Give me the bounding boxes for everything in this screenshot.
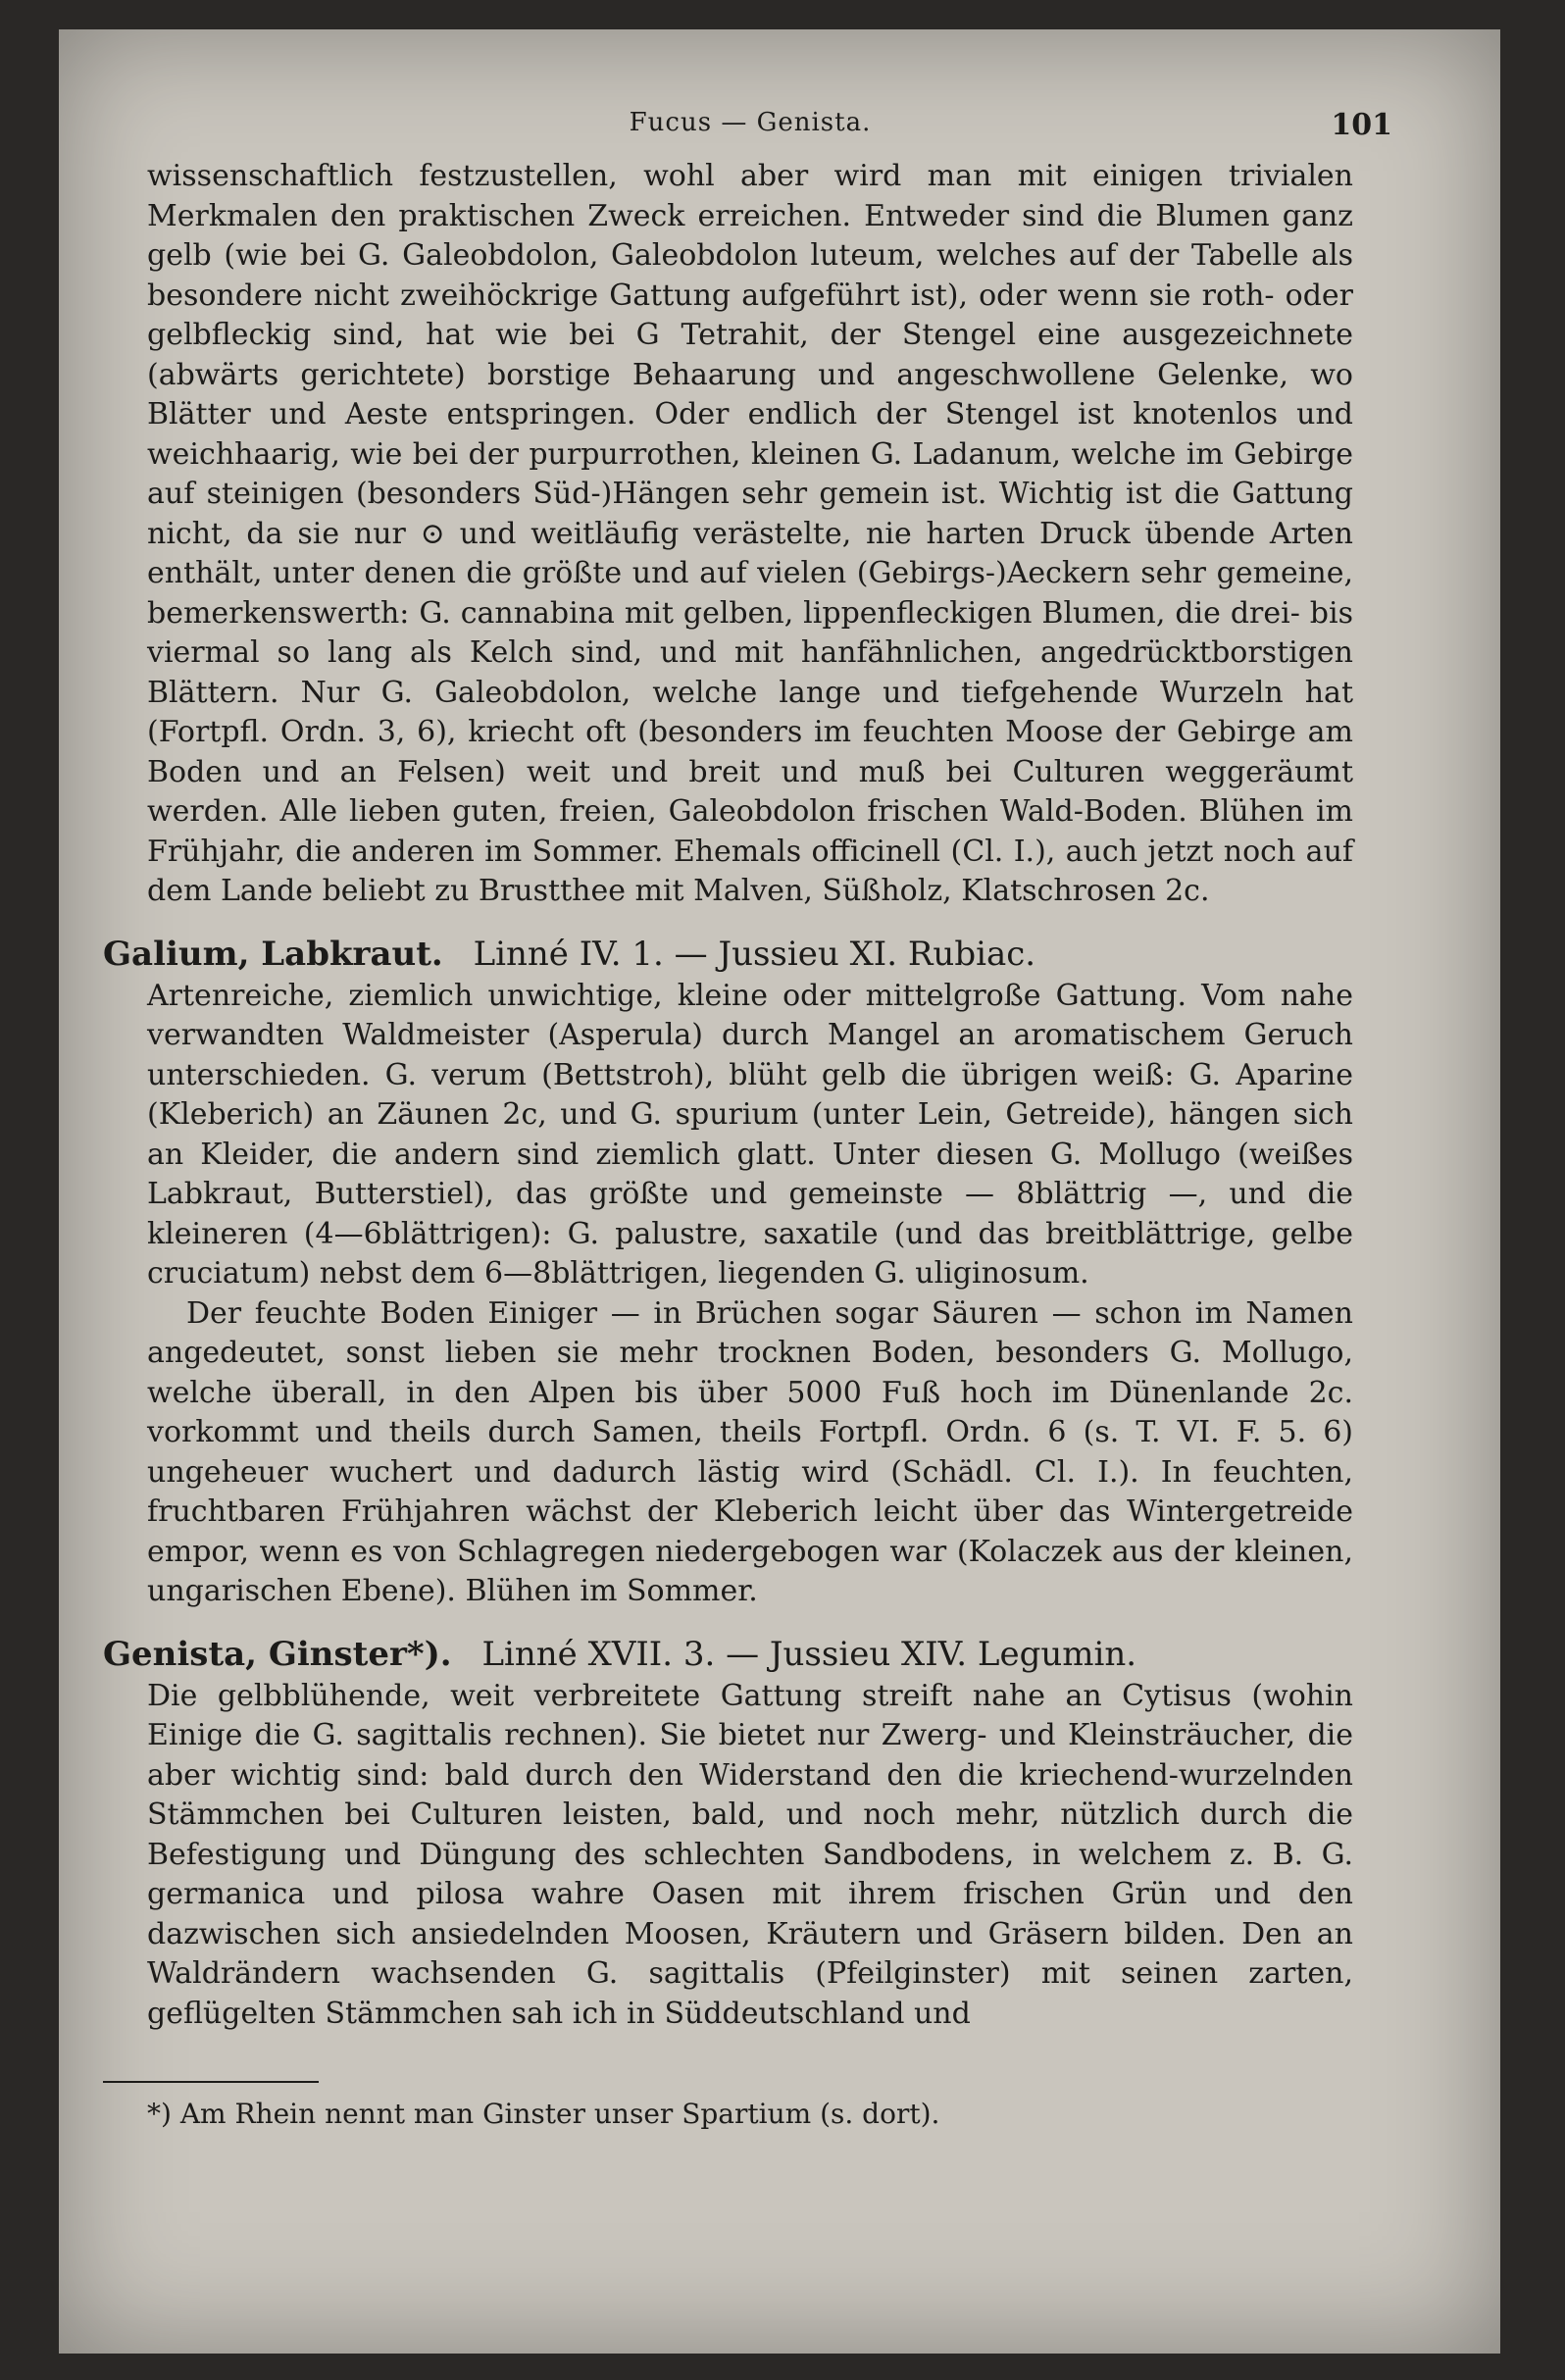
footnote-divider — [103, 2081, 319, 2083]
galium-entry-heading — [103, 934, 1353, 975]
book-page — [59, 29, 1500, 2354]
galium-paragraph-description: Artenreiche, ziemlich unwichtige, kleine oder mittelgroße Gattung. Vom nahe verwandten Waldmeister (Asperula) durch Mangel an aromatischem Geruch unterschieden. G. verum (Bettstroh), blüht gelb die übrigen weiß: G. Aparine (Kleberich) an Zäunen 2c, und G. spurium (unter Lein, Getreide), hängen sich an Kleider, die andern sind ziemlich glatt. Unter diesen G. Mollugo (weißes Labkraut, Butterstiel), das größte und gemeinste — 8blättrig —, und die kleineren (4—6blättrigen): G. palustre, saxatile (und das breitblättrige, gelbe cruciatum) nebst dem 6—8blättrigen, liegenden G. uliginosum. — [147, 978, 1353, 1291]
page-header — [147, 98, 1392, 157]
galium-paragraph-habitat: Der feuchte Boden Einiger — in Brüchen sogar Säuren — schon im Namen angedeutet, sonst lieben sie mehr trocknen Boden, besonders G. Mollugo, welche überall, in den Alpen bis über 5000 Fuß hoch im Dünenlande 2c. vorkommt und theils durch Samen, theils Fortpfl. Ordn. 6 (s. T. VI. F. 5. 6) ungeheuer wuchert und dadurch lästig wird (Schädl. Cl. I.). In feuchten, fruchtbaren Frühjahren wächst der Kleberich leicht über das Wintergetreide empor, wenn es von Schlagregen niedergebogen war (Kolaczek aus der kleinen, ungarischen Ebene). Blühen im Sommer. — [147, 1295, 1353, 1608]
page-number: 101 — [1331, 108, 1392, 142]
galium-entry-classification: Linné IV. 1. — Jussieu XI. Rubiac. — [473, 934, 1036, 974]
genista-entry-classification: Linné XVII. 3. — Jussieu XIV. Legumin. — [481, 1634, 1137, 1674]
galeobdolon-continuation-paragraph: wissenschaftlich festzustellen, wohl aber wird man mit einigen trivialen Merkmalen den praktischen Zweck erreichen. Entweder sind die Blumen ganz gelb (wie bei G. Galeobdolon, Galeobdolon luteum, welches auf der Tabelle als besondere nicht zweihöckrige Gattung aufgeführt ist), oder wenn sie roth- oder gelbfleckig sind, hat wie bei G Tetrahit, der Stengel eine ausgezeichnete (abwärts gerichtete) borstige Behaarung und angeschwollene Gelenke, wo Blätter und Aeste entspringen. Oder endlich der Stengel ist knotenlos und weichhaarig, wie bei der purpurrothen, kleinen G. Ladanum, welche im Gebirge auf steinigen (besonders Süd-)Hängen sehr gemein ist. Wichtig ist die Gattung nicht, da sie nur ⊙ und weitläufig verästelte, nie harten Druck übende Arten enthält, unter denen die größte und auf vielen (Gebirgs-)Aeckern sehr gemeine, bemerkenswerth: G. cannabina mit gelben, lippenfleckigen Blumen, die drei- bis viermal so lang als Kelch sind, und mit hanfähnlichen, angedrücktborstigen Blättern. Nur G. Galeobdolon, welche lange und tiefgehende Wurzeln hat (Fortpfl. Ordn. 3, 6), kriecht oft (besonders im feuchten Moose der Gebirge am Boden und an Felsen) weit und breit und muß bei Culturen weggeräumt werden. Alle lieben guten, freien, Galeobdolon frischen Wald-Boden. Blühen im Frühjahr, die anderen im Sommer. Ehemals officinell (Cl. I.), auch jetzt noch auf dem Lande beliebt zu Brustthee mit Malven, Süßholz, Klatschrosen 2c. — [147, 159, 1353, 908]
running-title: Fucus — Genista. — [629, 108, 872, 137]
footnote: *) Am Rhein nennt man Ginster unser Spartium (s. dort). — [147, 2098, 940, 2130]
genista-entry-heading — [103, 1634, 1353, 1675]
genista-entry-name: Genista, Ginster*). — [103, 1634, 452, 1674]
page-content — [103, 98, 1392, 2132]
galium-entry-name: Galium, Labkraut. — [103, 934, 443, 974]
genista-paragraph-description: Die gelbblühende, weit verbreitete Gattung streift nahe an Cytisus (wohin Einige die G. sagittalis rechnen). Sie bietet nur Zwerg- und Kleinsträucher, die aber wichtig sind: bald durch den Widerstand den die kriechend-wurzelnden Stämmchen bei Culturen leisten, bald, und noch mehr, nützlich durch die Befestigung und Düngung des schlechten Sandbodens, in welchem z. B. G. germanica und pilosa wahre Oasen mit ihrem frischen Grün und den dazwischen sich ansiedelnden Moosen, Kräutern und Gräsern bilden. Den an Waldrändern wachsenden G. sagittalis (Pfeilginster) mit seinen zarten, geflügelten Stämmchen sah ich in Süddeutschland und — [147, 1678, 1353, 2031]
